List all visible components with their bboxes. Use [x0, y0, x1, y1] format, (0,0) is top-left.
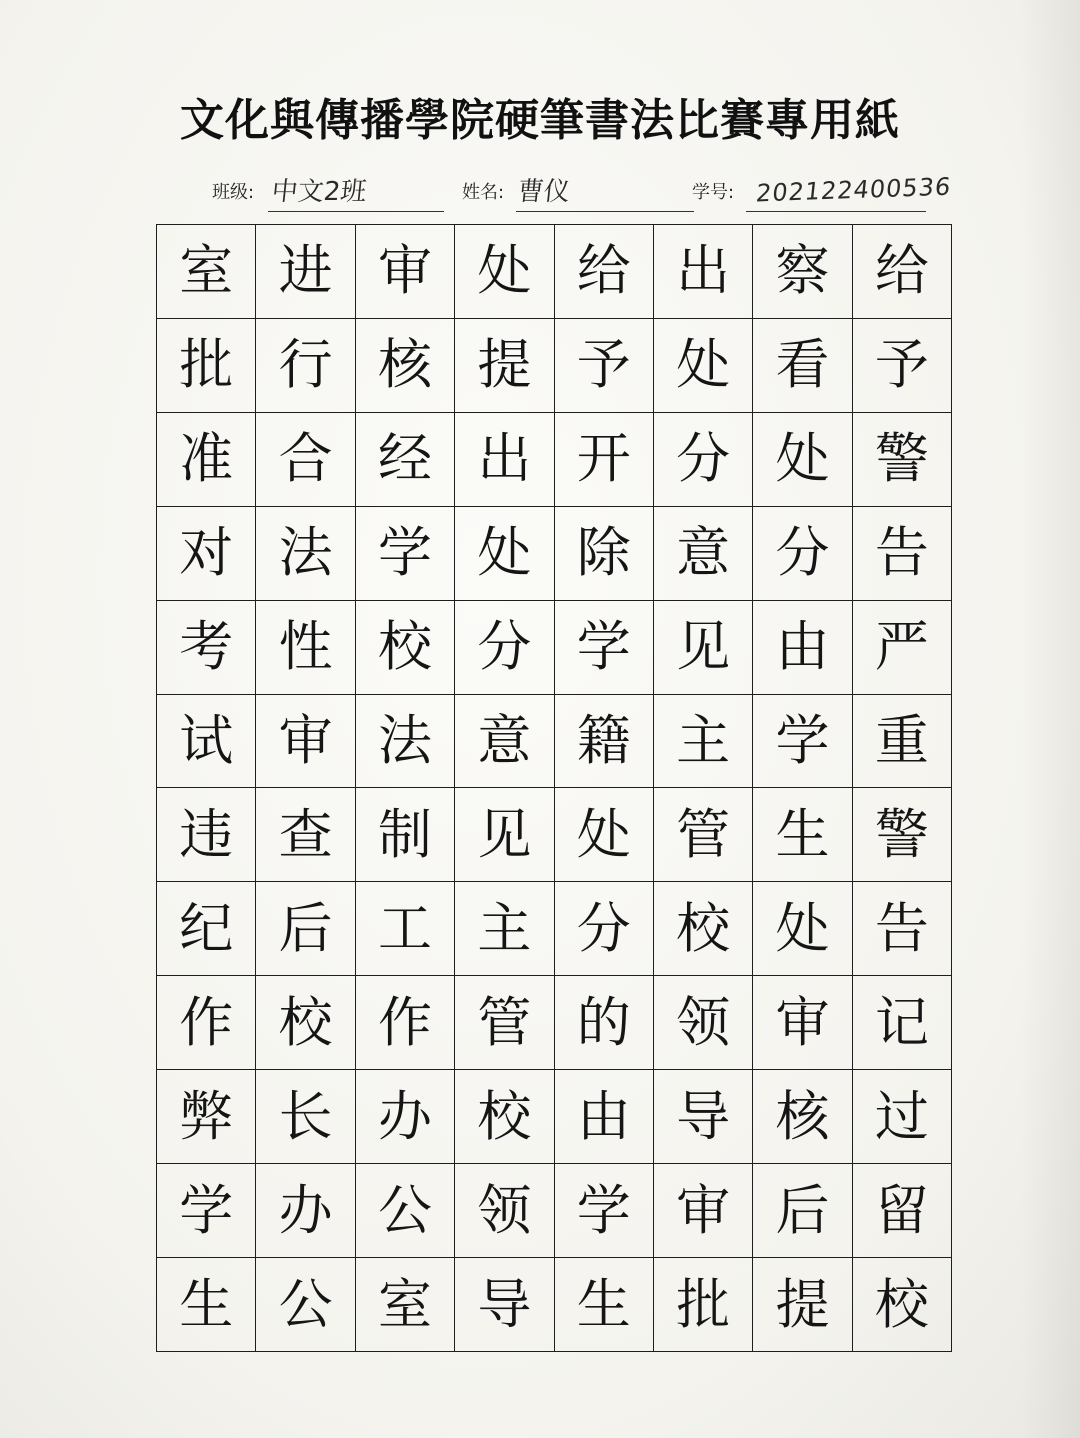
- handwritten-character: 处: [477, 521, 532, 585]
- grid-cell: [654, 1258, 753, 1352]
- handwritten-character: 校: [477, 1084, 532, 1148]
- handwritten-character: 查: [278, 802, 333, 866]
- student-id-field: [692, 160, 953, 216]
- handwritten-character: 批: [676, 1272, 731, 1336]
- handwritten-character: 籍: [576, 709, 631, 773]
- grid-cell: [753, 695, 852, 789]
- handwritten-character: 分: [775, 521, 830, 585]
- handwritten-character: 学: [377, 521, 432, 585]
- grid-cell: [853, 695, 952, 789]
- student-id-value: 202122400536: [754, 172, 953, 208]
- grid-cell: [753, 788, 852, 882]
- grid-cell: [654, 1070, 753, 1164]
- grid-cell: [654, 507, 753, 601]
- handwritten-character: 作: [179, 990, 234, 1054]
- handwritten-character: 领: [477, 1178, 532, 1242]
- grid-cell: [853, 1070, 952, 1164]
- grid-cell: [157, 319, 256, 413]
- grid-cell: [555, 1258, 654, 1352]
- grid-cell: [555, 413, 654, 507]
- student-id-underline: [746, 211, 926, 212]
- grid-cell: [256, 1164, 355, 1258]
- grid-cell: [157, 1164, 256, 1258]
- handwritten-character: 予: [576, 333, 631, 397]
- grid-cell: [654, 601, 753, 695]
- handwritten-character: 过: [874, 1084, 929, 1148]
- grid-cell: [256, 225, 355, 319]
- grid-cell: [256, 1070, 355, 1164]
- handwritten-character: 校: [377, 615, 432, 679]
- handwritten-character: 留: [874, 1178, 929, 1242]
- handwritten-character: 批: [179, 333, 234, 397]
- grid-cell: [853, 601, 952, 695]
- grid-cell: [455, 1070, 554, 1164]
- handwritten-character: 分: [576, 896, 631, 960]
- handwritten-character: 警: [874, 427, 929, 491]
- grid-cell: [256, 507, 355, 601]
- handwritten-character: 学: [179, 1178, 234, 1242]
- handwritten-character: 告: [874, 521, 929, 585]
- grid-cell: [256, 413, 355, 507]
- handwritten-character: 弊: [179, 1084, 234, 1148]
- grid-cell: [555, 695, 654, 789]
- handwritten-character: 领: [676, 990, 731, 1054]
- grid-cell: [256, 788, 355, 882]
- grid-cell: [256, 882, 355, 976]
- handwritten-character: 审: [775, 990, 830, 1054]
- student-info-row: [0, 160, 1080, 216]
- handwritten-character: 开: [576, 427, 631, 491]
- grid-cell: [853, 1164, 952, 1258]
- handwritten-character: 警: [874, 802, 929, 866]
- handwritten-character: 公: [278, 1272, 333, 1336]
- handwritten-character: 的: [576, 990, 631, 1054]
- grid-cell: [654, 319, 753, 413]
- handwritten-character: 主: [477, 896, 532, 960]
- grid-cell: [157, 225, 256, 319]
- grid-cell: [555, 507, 654, 601]
- grid-cell: [654, 1164, 753, 1258]
- name-field: [462, 160, 696, 216]
- handwritten-character: 意: [676, 521, 731, 585]
- handwritten-character: 办: [278, 1178, 333, 1242]
- grid-cell: [455, 413, 554, 507]
- grid-cell: [555, 788, 654, 882]
- grid-cell: [853, 882, 952, 976]
- grid-cell: [654, 976, 753, 1070]
- grid-cell: [853, 413, 952, 507]
- grid-cell: [157, 1070, 256, 1164]
- grid-cell: [753, 976, 852, 1070]
- student-id-label: 学号:: [692, 182, 735, 203]
- handwritten-character: 严: [874, 615, 929, 679]
- handwritten-character: 处: [676, 333, 731, 397]
- handwritten-character: 告: [874, 896, 929, 960]
- grid-cell: [157, 976, 256, 1070]
- grid-cell: [256, 601, 355, 695]
- handwritten-character: 室: [377, 1272, 432, 1336]
- grid-cell: [853, 788, 952, 882]
- grid-cell: [157, 601, 256, 695]
- handwritten-character: 长: [278, 1084, 333, 1148]
- handwritten-character: 处: [775, 427, 830, 491]
- handwritten-character: 出: [477, 427, 532, 491]
- grid-cell: [157, 882, 256, 976]
- grid-cell: [753, 319, 852, 413]
- grid-cell: [356, 225, 455, 319]
- handwritten-character: 生: [576, 1272, 631, 1336]
- grid-cell: [853, 507, 952, 601]
- grid-cell: [455, 788, 554, 882]
- grid-cell: [555, 882, 654, 976]
- handwritten-character: 重: [874, 709, 929, 773]
- grid-cell: [654, 225, 753, 319]
- grid-cell: [455, 976, 554, 1070]
- handwritten-character: 处: [775, 896, 830, 960]
- handwritten-character: 见: [676, 615, 731, 679]
- handwritten-character: 给: [874, 239, 929, 303]
- grid-cell: [455, 507, 554, 601]
- handwritten-character: 分: [477, 615, 532, 679]
- handwritten-character: 校: [676, 896, 731, 960]
- grid-cell: [157, 413, 256, 507]
- handwritten-character: 经: [377, 427, 432, 491]
- handwritten-character: 学: [576, 1178, 631, 1242]
- grid-cell: [853, 1258, 952, 1352]
- grid-cell: [356, 319, 455, 413]
- name-label: 姓名:: [462, 182, 505, 203]
- grid-cell: [157, 788, 256, 882]
- grid-cell: [356, 507, 455, 601]
- class-field: [212, 160, 444, 216]
- handwritten-character: 处: [477, 239, 532, 303]
- handwritten-character: 校: [874, 1272, 929, 1336]
- grid-cell: [356, 1258, 455, 1352]
- handwritten-character: 办: [377, 1084, 432, 1148]
- grid-cell: [356, 413, 455, 507]
- grid-cell: [753, 507, 852, 601]
- grid-cell: [157, 507, 256, 601]
- handwritten-character: 看: [775, 333, 830, 397]
- grid-cell: [455, 1258, 554, 1352]
- grid-cell: [356, 601, 455, 695]
- handwritten-character: 对: [179, 521, 234, 585]
- handwritten-character: 进: [278, 239, 333, 303]
- grid-cell: [654, 413, 753, 507]
- handwritten-character: 后: [278, 896, 333, 960]
- handwritten-character: 导: [676, 1084, 731, 1148]
- grid-cell: [455, 319, 554, 413]
- grid-cell: [256, 695, 355, 789]
- grid-cell: [555, 225, 654, 319]
- handwritten-character: 管: [676, 802, 731, 866]
- handwritten-character: 由: [576, 1084, 631, 1148]
- handwritten-character: 行: [278, 333, 333, 397]
- grid-cell: [455, 882, 554, 976]
- name-underline: [516, 211, 694, 212]
- grid-cell: [753, 601, 852, 695]
- grid-cell: [455, 601, 554, 695]
- class-value: 中文2班: [270, 177, 368, 207]
- grid-cell: [753, 1164, 852, 1258]
- grid-cell: [753, 1070, 852, 1164]
- handwritten-character: 室: [179, 239, 234, 303]
- grid-cell: [753, 1258, 852, 1352]
- handwritten-character: 意: [477, 709, 532, 773]
- handwritten-character: 除: [576, 521, 631, 585]
- grid-cell: [356, 1164, 455, 1258]
- grid-cell: [356, 976, 455, 1070]
- handwritten-character: 生: [775, 802, 830, 866]
- grid-cell: [853, 225, 952, 319]
- handwritten-character: 合: [278, 427, 333, 491]
- grid-cell: [555, 601, 654, 695]
- handwritten-character: 由: [775, 615, 830, 679]
- handwritten-character: 学: [576, 615, 631, 679]
- handwritten-character: 准: [179, 427, 234, 491]
- handwritten-character: 分: [676, 427, 731, 491]
- handwritten-character: 予: [874, 333, 929, 397]
- grid-cell: [555, 1164, 654, 1258]
- handwritten-character: 主: [676, 709, 731, 773]
- handwritten-character: 出: [676, 239, 731, 303]
- grid-cell: [555, 976, 654, 1070]
- handwritten-character: 察: [775, 239, 830, 303]
- page-edge-shadow: [1020, 0, 1080, 1438]
- handwritten-character: 法: [278, 521, 333, 585]
- handwritten-character: 后: [775, 1178, 830, 1242]
- handwritten-character: 性: [278, 615, 333, 679]
- handwritten-character: 法: [377, 709, 432, 773]
- grid-cell: [753, 225, 852, 319]
- handwritten-character: 管: [477, 990, 532, 1054]
- grid-cell: [256, 976, 355, 1070]
- handwritten-character: 纪: [179, 896, 234, 960]
- character-grid: [156, 224, 952, 1352]
- handwritten-character: 核: [377, 333, 432, 397]
- handwritten-character: 校: [278, 990, 333, 1054]
- grid-cell: [555, 1070, 654, 1164]
- handwritten-character: 审: [377, 239, 432, 303]
- paper-title: 文化與傳播學院硬筆書法比賽專用紙: [180, 95, 900, 146]
- grid-cell: [654, 788, 753, 882]
- grid-cell: [356, 882, 455, 976]
- grid-cell: [157, 1258, 256, 1352]
- grid-cell: [654, 882, 753, 976]
- grid-cell: [455, 695, 554, 789]
- handwritten-character: 工: [377, 896, 432, 960]
- class-label: 班级:: [212, 182, 255, 203]
- grid-cell: [853, 319, 952, 413]
- handwritten-character: 试: [179, 709, 234, 773]
- grid-cell: [654, 695, 753, 789]
- handwritten-character: 提: [477, 333, 532, 397]
- grid-cell: [753, 882, 852, 976]
- handwritten-character: 考: [179, 615, 234, 679]
- grid-cell: [455, 225, 554, 319]
- handwritten-character: 核: [775, 1084, 830, 1148]
- handwritten-character: 审: [278, 709, 333, 773]
- handwritten-character: 处: [576, 802, 631, 866]
- handwritten-character: 记: [874, 990, 929, 1054]
- handwritten-character: 违: [179, 802, 234, 866]
- grid-cell: [853, 976, 952, 1070]
- handwritten-character: 见: [477, 802, 532, 866]
- handwritten-character: 审: [676, 1178, 731, 1242]
- handwritten-character: 制: [377, 802, 432, 866]
- handwritten-character: 作: [377, 990, 432, 1054]
- grid-cell: [256, 319, 355, 413]
- grid-cell: [455, 1164, 554, 1258]
- handwritten-character: 生: [179, 1272, 234, 1336]
- handwritten-character: 提: [775, 1272, 830, 1336]
- grid-cell: [356, 695, 455, 789]
- name-value: 曹仪: [516, 177, 572, 207]
- class-underline: [268, 211, 444, 212]
- handwritten-character: 公: [377, 1178, 432, 1242]
- handwritten-character: 给: [576, 239, 631, 303]
- grid-cell: [356, 1070, 455, 1164]
- grid-cell: [157, 695, 256, 789]
- handwritten-character: 学: [775, 709, 830, 773]
- grid-cell: [555, 319, 654, 413]
- grid-cell: [753, 413, 852, 507]
- handwritten-character: 导: [477, 1272, 532, 1336]
- grid-cell: [256, 1258, 355, 1352]
- grid-cell: [356, 788, 455, 882]
